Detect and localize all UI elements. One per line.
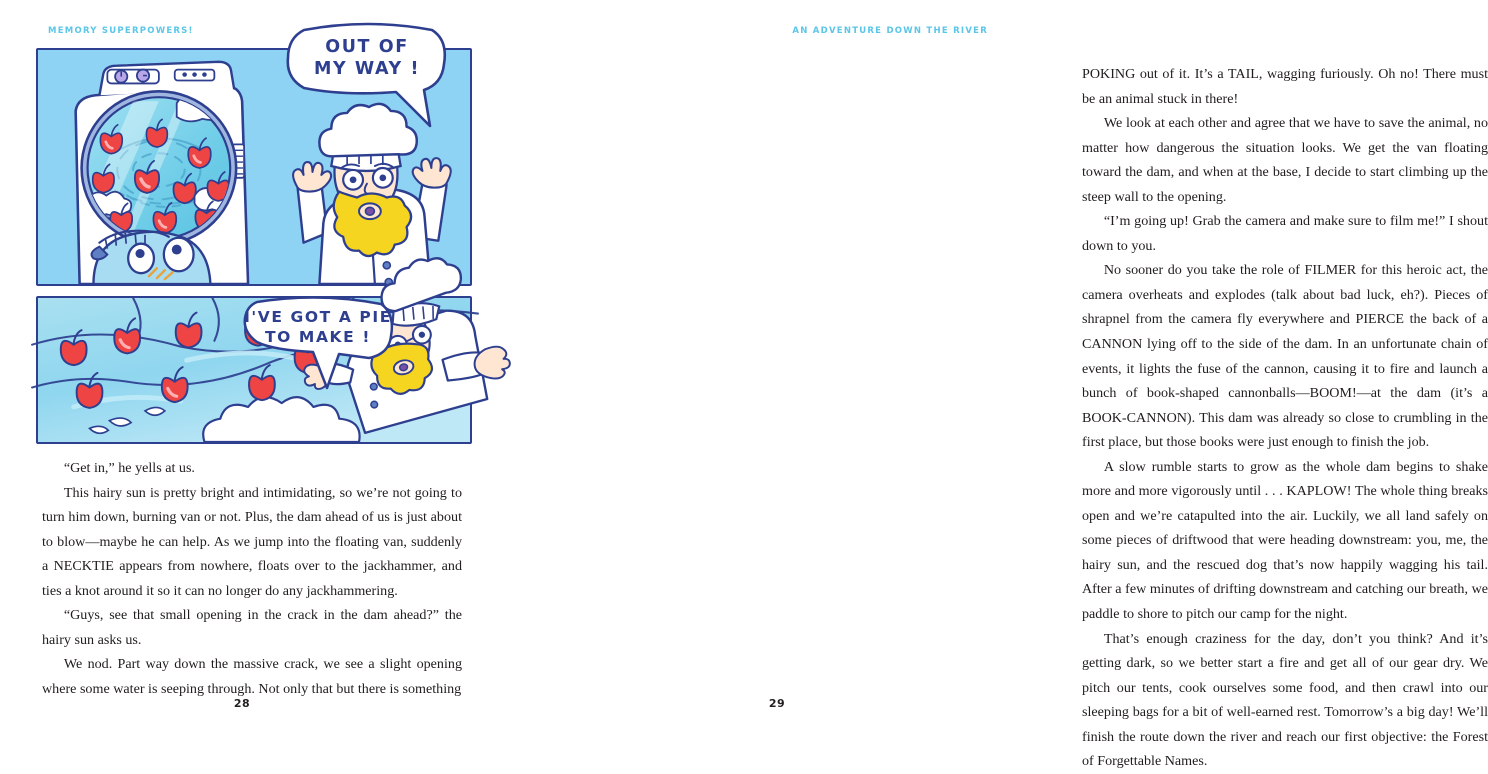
speech-bubble-pie-text: I'VE GOT A PIE TO MAKE !: [244, 308, 392, 346]
speech-bubble-out-of-my-way-text: OUT OF MY WAY !: [313, 37, 421, 80]
left-page-body-text: [42, 456, 462, 701]
right-page-body-text: [1082, 62, 1488, 774]
paragraph: “Guys, see that small opening in the crack in the dam ahead?” the hairy sun asks us.: [42, 607, 462, 648]
paragraph: “Get in,” he yells at us.: [63, 460, 195, 476]
paragraph: We nod. Part way down the massive crack, we see a slight opening where some water is seeping through. Not only that but there is something: [42, 656, 462, 697]
paragraph: This hairy sun is pretty bright and intimidating, so we’re not going to turn him down, burning van or not. Plus, the dam ahead of us is just about to blow—maybe he can help. As we jump into the floating van, suddenly a NECKTIE appears from nowhere, floats over to the jackhammer, and ties a knot around it so it can no longer do any jackhammering.: [42, 484, 462, 599]
paragraph: “I’m going up! Grab the camera and make sure to film me!” I shout down to you.: [1082, 213, 1488, 254]
speech-bubble-pie: [243, 296, 395, 400]
running-head-right: AN ADVENTURE DOWN THE RIVER: [792, 26, 988, 36]
page-number-right: 29: [768, 697, 786, 710]
speech-bubble-out-of-my-way: [284, 22, 452, 134]
paragraph: POKING out of it. It’s a TAIL, wagging furiously. Oh no! There must be an animal stuck in there!: [1082, 66, 1488, 107]
paragraph: No sooner do you take the role of FILMER for this heroic act, the camera overheats and explodes (talk about bad luck, eh?). Pieces of shrapnel from the camera fly everywhere and PIERCE the back of a CANNON lying off to the side of the dam. In an unfortunate chain of events, it lights the fuse of the cannon, causing it to fire and launch a bunch of book-shaped cannonballs—BOOM!—at the dam (it’s a BOOK-CANNON). This dam was already so close to crumbling in the first place, but those books were just enough to finish the job.: [1082, 262, 1488, 451]
page-number-left: 28: [233, 697, 251, 710]
paragraph: That’s enough craziness for the day, don’t you think? And it’s getting dark, so we better start a fire and get all of our gear dry. We pitch our tents, cook ourselves some food, and then crawl into our sleeping bags for a bit of well-earned rest. Tomorrow’s a big day! We’ll finish the route down the river and reach our first objective: the Forest of Forgettable Names.: [1082, 630, 1488, 770]
right-page: [510, 0, 1488, 770]
left-page: [0, 0, 510, 738]
paragraph: We look at each other and agree that we have to save the animal, no matter how dangerous the situation looks. We get the van floating toward the dam, and when at the base, I decide to start climbing up the steep wall to the opening.: [1082, 115, 1488, 205]
paragraph: A slow rumble starts to grow as the whole dam begins to shake more and more vigorously until . . . KAPLOW! The whole thing breaks open and we’re catapulted into the air. Luckily, we all land safely on some pieces of driftwood that were heading downstream: you, me, the hairy sun, and the rescued dog that’s now happily wagging his tail. After a few minutes of drifting downstream and catching our breath, we paddle to shore to pitch our camp for the night.: [1082, 458, 1488, 623]
running-head-left: MEMORY SUPERPOWERS!: [48, 26, 194, 36]
